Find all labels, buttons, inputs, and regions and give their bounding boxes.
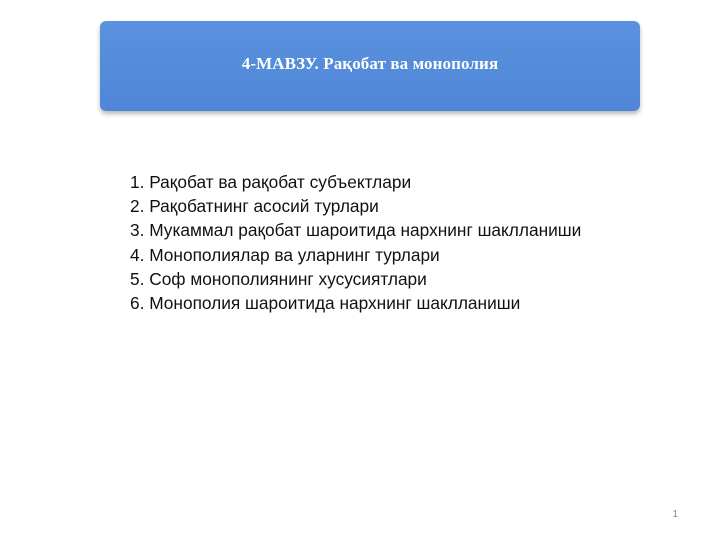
slide-title: 4-МАВЗУ. Рақобат ва монополия: [241, 54, 499, 73]
topic-item: 5. Соф монополиянинг хусусиятлари: [130, 268, 427, 289]
title-banner: [100, 21, 640, 111]
page-number: 1: [672, 509, 678, 520]
topic-list: [130, 170, 650, 315]
topic-item: 3. Мукаммал рақобат шароитида нархнинг шаклланиши: [130, 220, 582, 241]
topic-item: 1. Рақобат ва рақобат субъектлари: [130, 172, 412, 192]
topic-item: 2. Рақобатнинг асосий турлари: [130, 196, 379, 217]
topic-item: 6. Монополия шароитида нархнинг шаклланиши: [130, 293, 521, 314]
topic-item: 4. Монополиялар ва уларнинг турлари: [130, 244, 440, 265]
